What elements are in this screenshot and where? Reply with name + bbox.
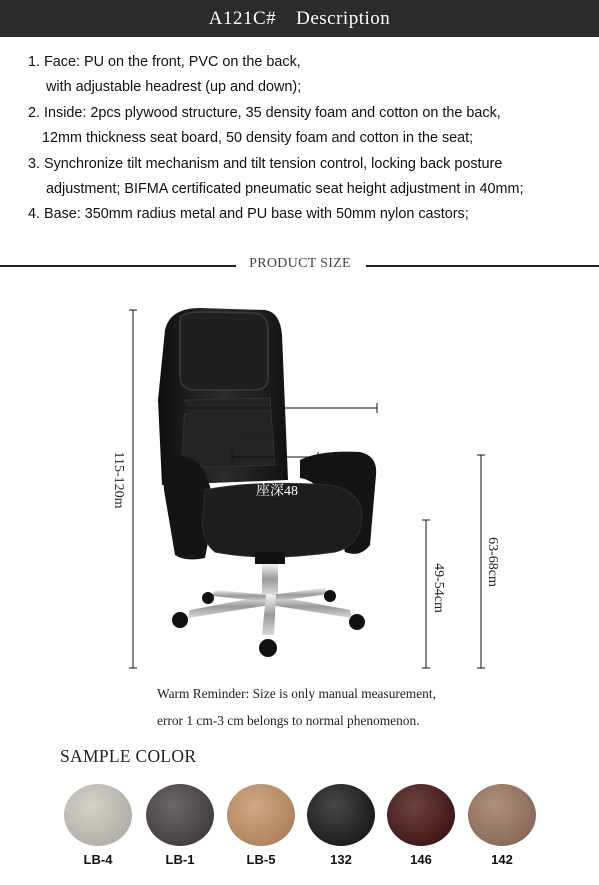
description-list	[0, 50, 599, 228]
description-line: adjustment; BIFMA certificated pneumatic seat height adjustment in 40mm;	[46, 181, 524, 198]
swatch-label: 132	[330, 852, 352, 867]
description-line: 1. Face: PU on the front, PVC on the back,	[28, 54, 301, 70]
header-title: Description	[296, 7, 391, 29]
seat-width-label: 50cm	[241, 430, 273, 445]
chair-illustration	[0, 290, 599, 685]
reminder-line-2: error 1 cm-3 cm belongs to normal phenomenon.	[157, 713, 420, 728]
model-number: A121C#	[208, 7, 277, 29]
swatch-label: LB-4	[83, 852, 113, 867]
sample-color-title: SAMPLE COLOR	[60, 746, 197, 766]
arm-height-label: 63-68cm	[485, 537, 500, 587]
product-size-diagram	[0, 290, 599, 685]
color-swatch-lb-4	[64, 784, 132, 846]
color-swatch-lb-1	[146, 784, 214, 846]
color-swatch-146	[387, 784, 455, 846]
reminder-line-1: Warm Reminder: Size is only manual measurement,	[157, 686, 436, 701]
description-line: 3. Synchronize tilt mechanism and tilt tension control, locking back posture	[28, 155, 503, 172]
color-swatch-lb-5	[227, 784, 295, 846]
total-height-label: 115-120m	[111, 451, 126, 509]
description-line: with adjustable headrest (up and down);	[46, 79, 302, 96]
color-swatch-142	[468, 784, 536, 846]
color-swatch-132	[307, 784, 375, 846]
description-line: 2. Inside: 2pcs plywood structure, 35 density foam and cotton on the back,	[28, 104, 501, 121]
swatch-label: 142	[491, 852, 513, 867]
swatch-label: LB-5	[246, 852, 276, 867]
header-bar	[0, 0, 599, 37]
section-divider-left	[0, 265, 236, 267]
description-line: 4. Base: 350mm radius metal and PU base with 50mm nylon castors;	[28, 206, 469, 223]
section-title-product-size: PRODUCT SIZE	[249, 256, 351, 271]
width-label: 71cm	[240, 386, 272, 401]
seat-depth-label: 座深48	[256, 484, 298, 499]
description-line: 12mm thickness seat board, 50 density foam and cotton in the seat;	[42, 130, 474, 147]
swatch-label: 146	[410, 852, 432, 867]
seat-height-label: 49-54cm	[431, 563, 446, 613]
swatch-label: LB-1	[165, 852, 195, 867]
section-divider-right	[366, 265, 599, 267]
